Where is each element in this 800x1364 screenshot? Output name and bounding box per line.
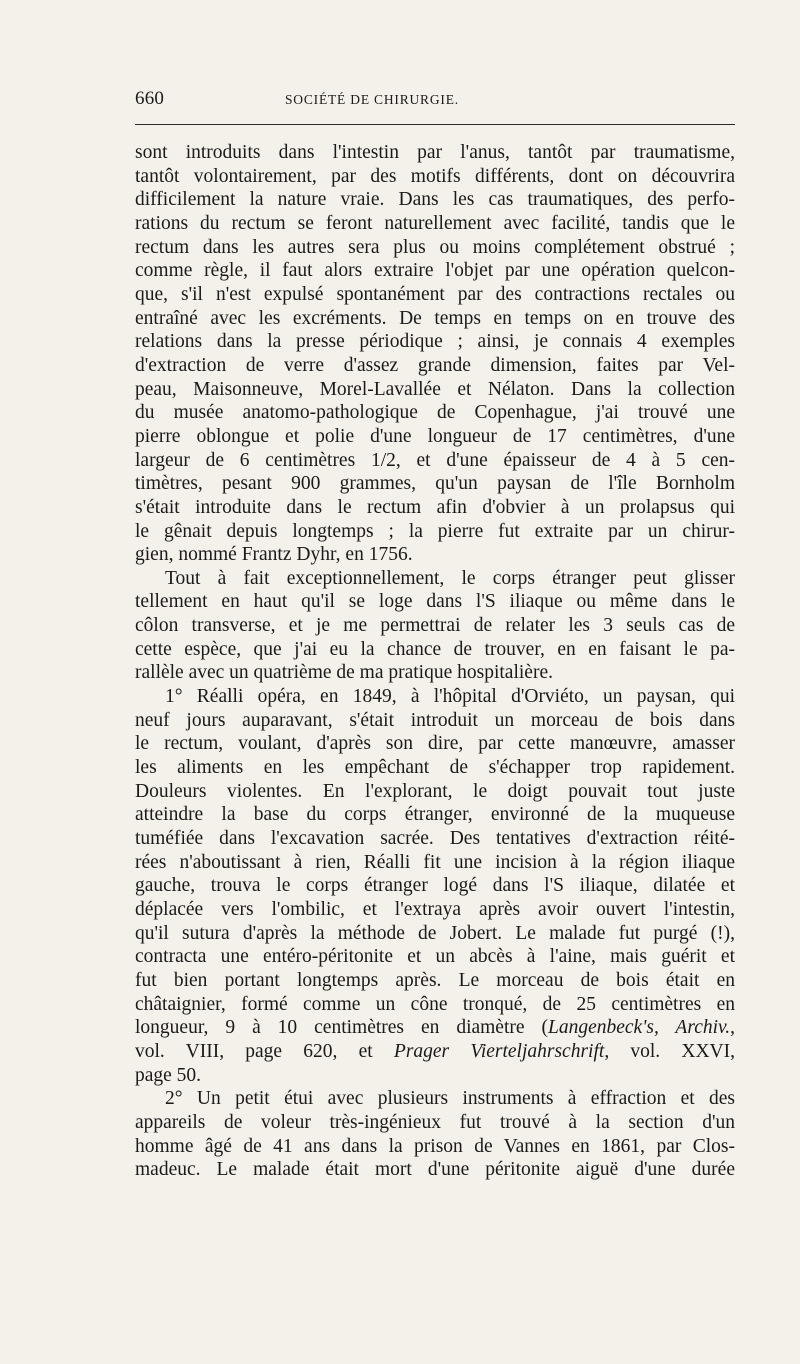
text-line: appareils de voleur très-ingénieux fut trouvé à la section d'un <box>135 1111 735 1133</box>
text-line: page 50. <box>135 1064 202 1086</box>
text-line: entraîné avec les excréments. De temps en temps on en trouve des <box>135 307 735 329</box>
page-number: 660 <box>135 88 165 109</box>
text-line: rations du rectum se feront naturellement avec facilité, tandis que le <box>135 212 735 234</box>
text-line: rectum dans les autres sera plus ou moins complétement obstrué ; <box>135 236 735 258</box>
text-line: sont introduits dans l'intestin par l'anus, tantôt par traumatisme, <box>135 142 735 163</box>
text-line: atteindre la base du corps étranger, environné de la muqueuse <box>135 804 735 826</box>
text-line: gien, nommé Frantz Dyhr, en 1756. <box>135 544 413 566</box>
text-line-citation <box>135 1040 735 1064</box>
text-line: déplacée vers l'ombilic, et l'extraya après avoir ouvert l'intestin, <box>135 899 735 920</box>
text-run: vol. VIII, page 620, et <box>135 1040 394 1062</box>
header-rule <box>135 124 735 125</box>
text-line: s'était introduite dans le rectum afin d'obvier à un prolapsus qui <box>135 496 735 518</box>
text-line: largeur de 6 centimètres 1/2, et d'une épaisseur de 4 à 5 cen- <box>135 449 735 471</box>
text-line: homme âgé de 41 ans dans la prison de Vannes en 1861, par Clos- <box>135 1135 735 1157</box>
text-run: , vol. XXVI, <box>604 1040 735 1062</box>
text-line: comme règle, il faut alors extraire l'objet par une opération quelcon- <box>135 260 735 282</box>
running-head <box>135 88 735 114</box>
text-line: contracta une entéro-péritonite et un abcès à l'aine, mais guérit et <box>135 946 735 968</box>
text-line: Douleurs violentes. En l'explorant, le doigt pouvait tout juste <box>135 780 735 802</box>
text-run: , <box>730 1017 735 1039</box>
text-line: 2° Un petit étui avec plusieurs instruments à effraction et des <box>165 1088 735 1110</box>
citation-title: Langenbeck's, Archiv. <box>547 1017 731 1039</box>
text-line: rées n'aboutissant à rien, Réalli fit une incision à la région iliaque <box>135 851 735 873</box>
text-line: difficilement la nature vraie. Dans les cas traumatiques, des perfo- <box>135 189 735 211</box>
text-line: gauche, trouva le corps étranger logé dans l'S iliaque, dilatée et <box>135 875 735 897</box>
text-line: relations dans la presse périodique ; ainsi, je connais 4 exemples <box>135 331 735 353</box>
text-line: tantôt volontairement, par des motifs différents, dont on découvrira <box>135 165 735 187</box>
text-line: rallèle avec un quatrième de ma pratique hospitalière. <box>135 662 553 684</box>
text-line: qu'il sutura d'après la méthode de Jobert. Le malade fut purgé (!), <box>135 922 735 944</box>
text-line: timètres, pesant 900 grammes, qu'un paysan de l'île Bornholm <box>135 473 735 495</box>
text-line: madeuc. Le malade était mort d'une péritonite aiguë d'une durée <box>135 1159 735 1181</box>
text-line: du musée anatomo-pathologique de Copenhague, j'ai trouvé une <box>135 402 735 424</box>
text-line: pierre oblongue et polie d'une longueur de 17 centimètres, d'une <box>135 425 735 447</box>
text-line: tellement en haut qu'il se loge dans l'S iliaque ou même dans le <box>135 591 735 613</box>
citation-title: Prager Vierteljahrschrift <box>393 1040 605 1062</box>
text-line: Tout à fait exceptionnellement, le corps étranger peut glisser <box>165 567 735 589</box>
text-line: que, s'il n'est expulsé spontanément par des contractions rectales ou <box>135 283 735 305</box>
text-line: tuméfiée dans l'excavation sacrée. Des tentatives d'extraction réité- <box>135 828 735 850</box>
text-line: côlon transverse, et je me permettrai de relater les 3 seuls cas de <box>135 615 735 637</box>
text-line: cette espèce, que j'ai eu la chance de trouver, en en faisant le pa- <box>135 638 735 660</box>
text-run: longueur, 9 à 10 centimètres en diamètre ( <box>135 1017 548 1039</box>
text-line: châtaignier, formé comme un cône tronqué, de 25 centimètres en <box>135 993 735 1015</box>
text-line: fut bien portant longtemps après. Le morceau de bois était en <box>135 969 735 991</box>
body-text <box>135 141 735 1182</box>
text-line: neuf jours auparavant, s'était introduit un morceau de bois dans <box>135 709 735 731</box>
text-line: 1° Réalli opéra, en 1849, à l'hôpital d'Orviéto, un paysan, qui <box>165 686 735 708</box>
text-line-citation <box>135 1016 735 1040</box>
text-line: le gênait depuis longtemps ; la pierre fut extraite par un chirur- <box>135 520 735 542</box>
text-line: peau, Maisonneuve, Morel-Lavallée et Nélaton. Dans la collection <box>135 378 735 400</box>
running-title: SOCIÉTÉ DE CHIRURGIE. <box>285 92 459 107</box>
text-line: d'extraction de verre d'assez grande dimension, faites par Vel- <box>135 354 735 376</box>
text-line: les aliments en les empêchant de s'échapper trop rapidement. <box>135 757 735 779</box>
text-line: le rectum, voulant, d'après son dire, par cette manœuvre, amasser <box>135 733 735 755</box>
